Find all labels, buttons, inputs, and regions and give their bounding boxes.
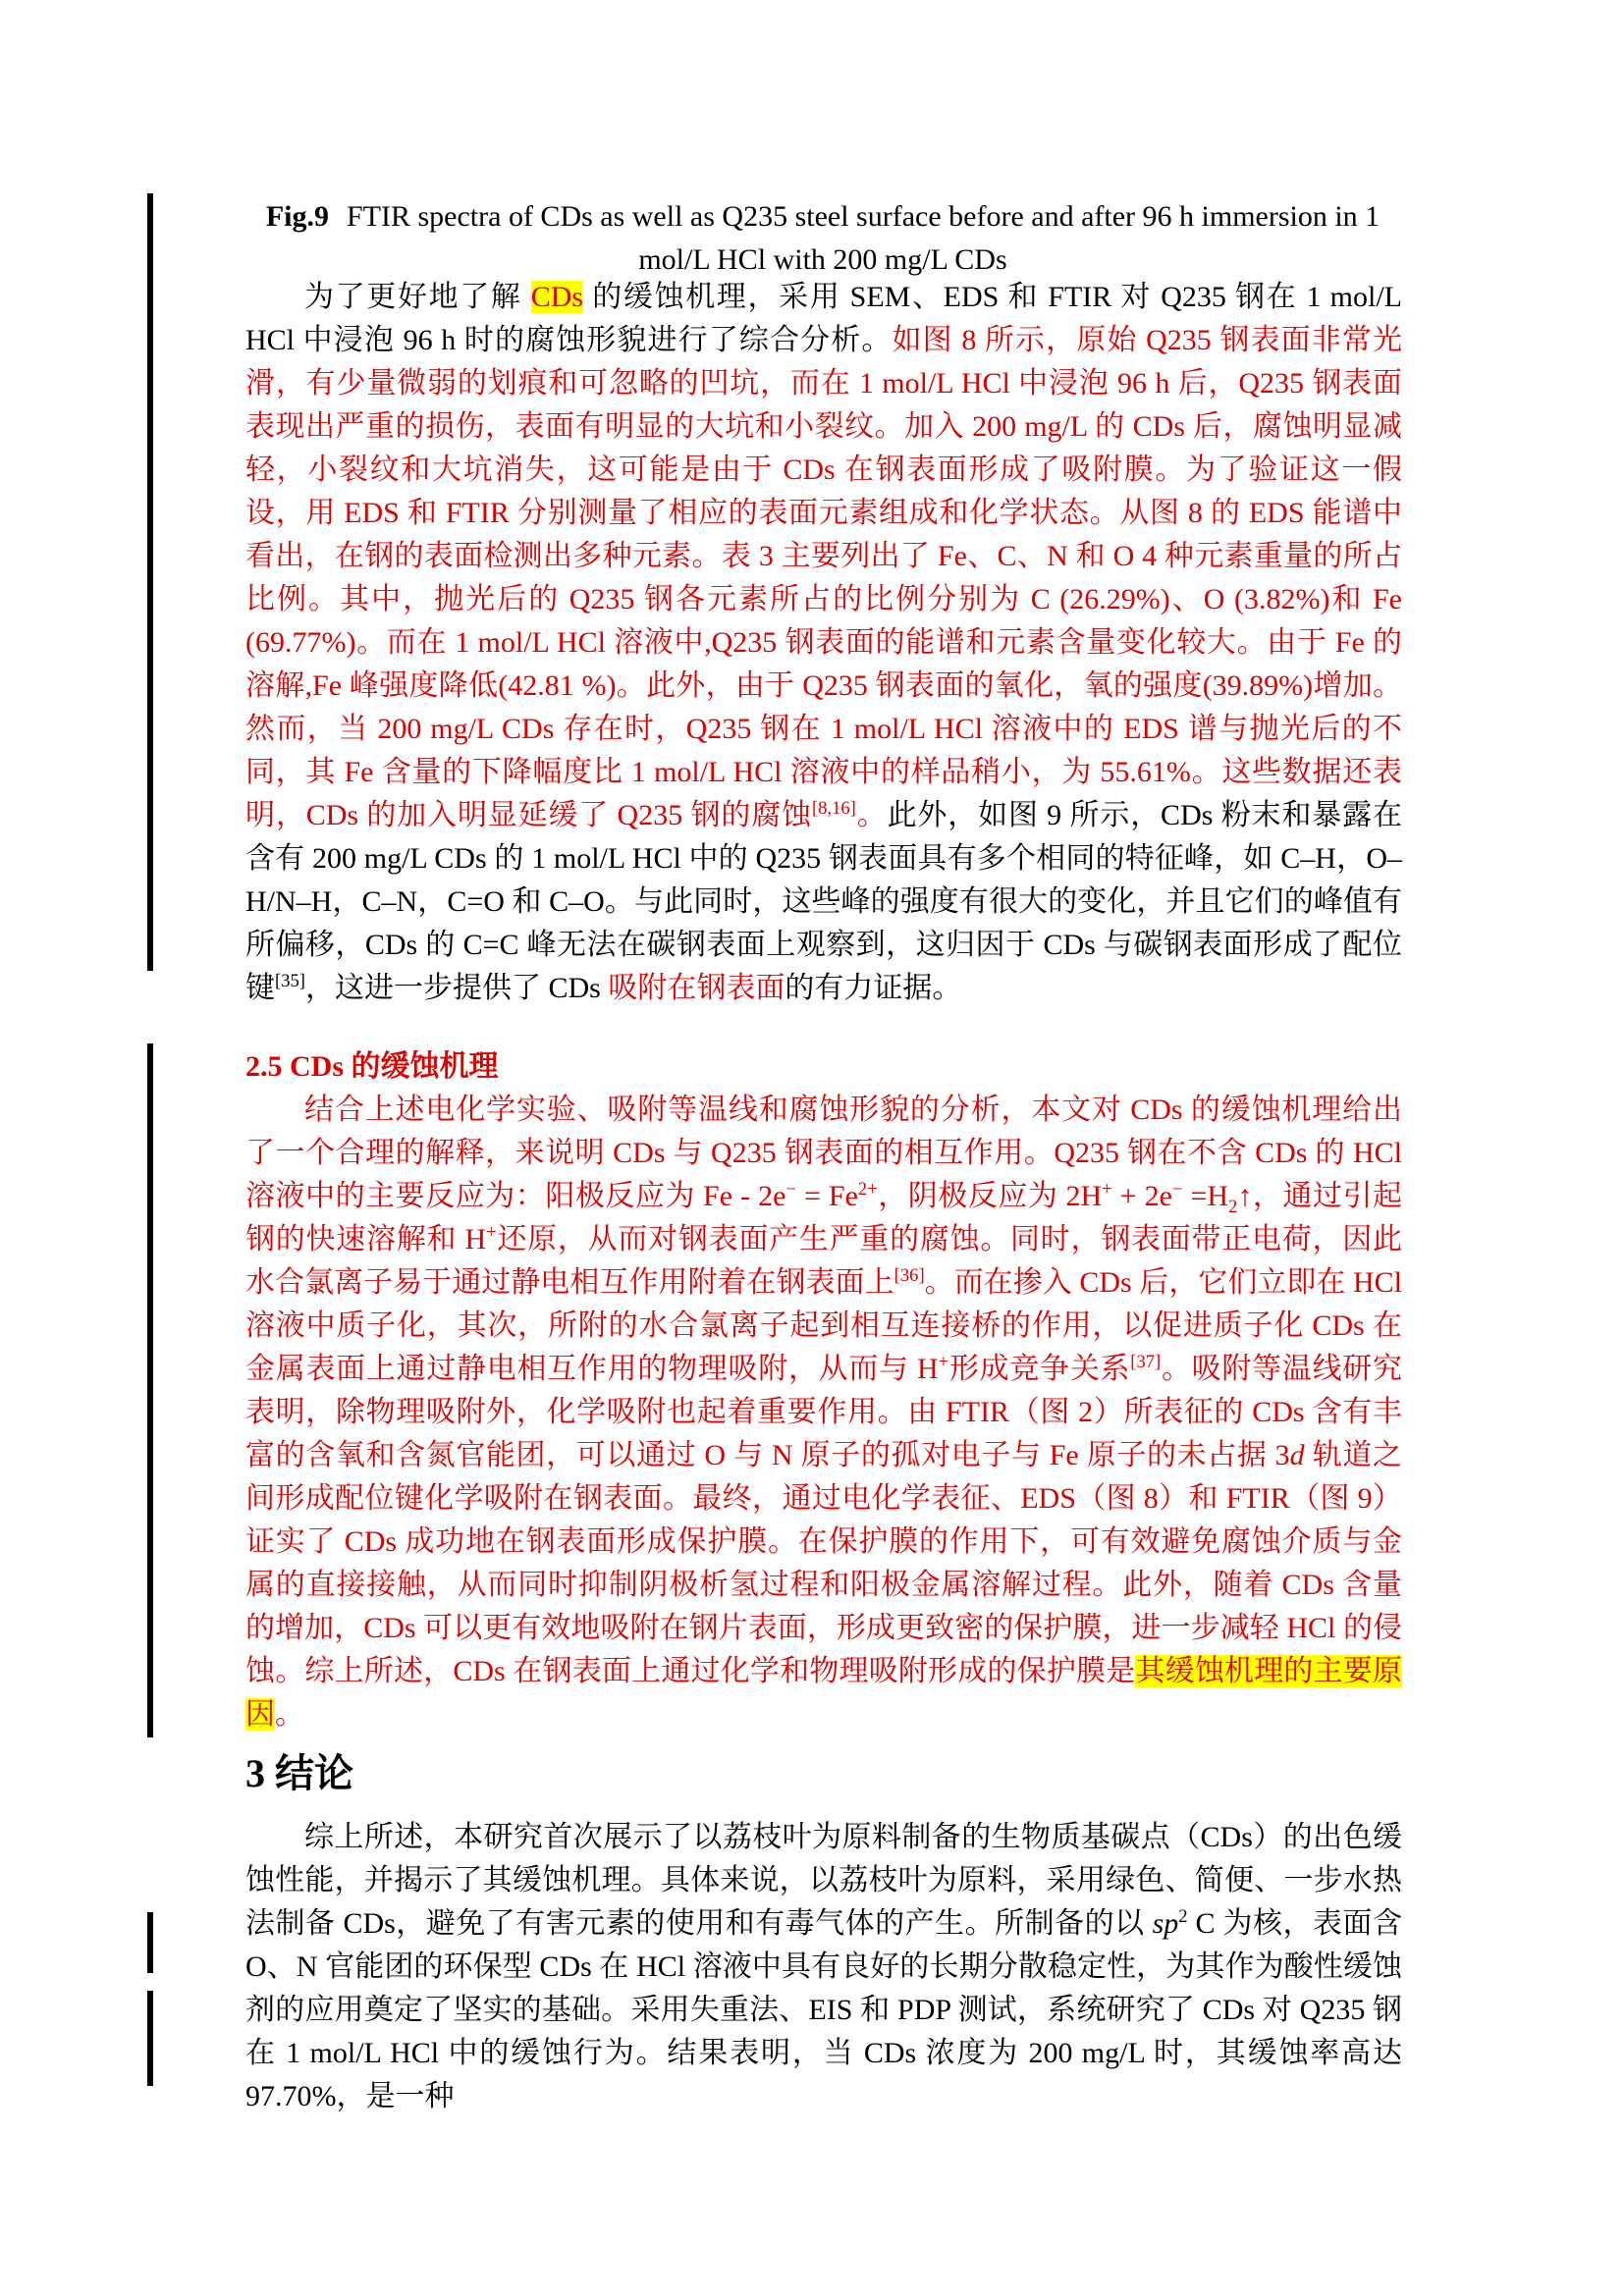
citation-superscript: [36] [893, 1265, 925, 1286]
text-run: ，阴极反应为 2H [877, 1180, 1103, 1212]
tracked-change-bar [147, 1991, 153, 2086]
tracked-insertion-run: 吸附在钢表面 [608, 972, 785, 1004]
figure-caption-text: FTIR spectra of CDs as well as Q235 steel surface before and after 96 h immersion in 1 [346, 200, 1380, 233]
sp2-italic: sp [1152, 1907, 1179, 1940]
text-run: ↑，通过引起钢的快速溶解和 H [245, 1180, 1403, 1255]
text-run: 。 [275, 1698, 304, 1731]
figure-caption-label: Fig.9 [265, 200, 329, 233]
ion-charge-superscript: + [938, 1352, 949, 1372]
text-run: 为了更好地了解 [304, 281, 531, 313]
sp2-superscript: 2 [1178, 1906, 1188, 1927]
text-run: 结合上述电化学实验、吸附等温线和腐蚀形貌的分析，本文对 CDs 的缓蚀机理给出了一个合理的解释，来说明 CDs 与 Q235 钢表面的相互作用。Q235 钢在不含 CDs 的 HCl 溶液中的主要反应为：阳极反应为 Fe - 2e [245, 1094, 1402, 1212]
text-run: 此外，如图 9 所示，CDs 粉末和暴露在含有 200 mg/L CDs 的 1 mol/L HCl 中的 Q235 钢表面具有多个相同的特征峰，如 C–H，O–H/N–H，C–N，C=O 和 C–O。与此同时，这些峰的强度有很大的变化，并且它们的峰值有所偏移，CDs 的 C=C 峰无法在碳钢表面上观察到，这归因于 CDs 与碳钢表面形成了配位键 [245, 799, 1402, 1004]
electron-charge-superscript: − [785, 1179, 796, 1200]
ion-charge-superscript: 2+ [857, 1179, 878, 1200]
figure-caption [234, 195, 1412, 282]
ion-charge-superscript: + [486, 1222, 497, 1243]
tracked-change-bar [147, 1912, 153, 1973]
tracked-change-bar [147, 1043, 153, 1737]
tracked-insertion-run: 。 [855, 799, 888, 831]
figure-caption-line2: mol/L HCl with 200 mg/L CDs [638, 243, 1007, 276]
h2-subscript: 2 [1228, 1197, 1238, 1217]
text-run: 的有力证据。 [785, 972, 962, 1004]
paragraph-corrosion-morphology-analysis [245, 276, 1402, 1010]
citation-superscript: [8,16] [811, 798, 856, 819]
text-run: 综上所述，本研究首次展示了以荔枝叶为原料制备的生物质基碳点（CDs）的出色缓蚀性能，并揭示了其缓蚀机理。具体来说，以荔枝叶为原料，采用绿色、简便、一步水热法制备 CDs，避免了有害元素的使用和有毒气体的产生。所制备的以 [245, 1821, 1402, 1940]
paragraph-inhibition-mechanism [245, 1089, 1402, 1736]
text-run: = Fe [795, 1180, 858, 1212]
ion-charge-superscript: + [1102, 1179, 1112, 1200]
text-run: 还原，从而对钢表面产生严重的腐蚀。同时，钢表面带正电荷，因此水合氯离子易于通过静电相互作用附着在钢表面上 [245, 1223, 1403, 1299]
figure-caption-line1 [234, 195, 1412, 239]
tracked-insertion-run: 如图 8 所示，原始 Q235 钢表面非常光滑，有少量微弱的划痕和可忽略的凹坑，而在 1 mol/L HCl 中浸泡 96 h 后，Q235 钢表面表现出严重的损伤，表面有明显的大坑和小裂纹。加入 200 mg/L 的 CDs 后，腐蚀明显减轻，小裂纹和大坑消失，这可能是由于 CDs 在钢表面形成了吸附膜。为了验证这一假设，用 EDS 和 FTIR 分别测量了相应的表面元素组成和化学状态。从图 8 的 EDS 能谱中看出，在钢的表面检测出多种元素。表 3 主要列出了 Fe、C、N 和 O 4 种元素重量的所占比例。其中，抛光后的 Q235 钢各元素所占的比例分别为 C (26.29%)、O (3.82%)和 Fe (69.77%)。而在 1 mol/L HCl 溶液中,Q235 钢表面的能谱和元素含量变化较大。由于 Fe 的溶解,Fe 峰强度降低(42.81 %)。此外，由于 Q235 钢表面的氧化，氧的强度(39.89%)增加。然而，当 200 mg/L CDs 存在时，Q235 钢在 1 mol/L HCl 溶液中的 EDS 谱与抛光后的不同，其 Fe 含量的下降幅度比 1 mol/L HCl 溶液中的样品稍小，为 55.61%。这些数据还表明，CDs 的加入明显延缓了 Q235 钢的腐蚀 [245, 324, 1402, 831]
text-run: ，这进一步提供了 CDs [304, 972, 609, 1004]
highlighted-conclusion-phrase: 其缓蚀机理的主要原因 [245, 1655, 1402, 1731]
text-run: C 为核，表面含 O、N 官能团的环保型 CDs 在 HCl 溶液中具有良好的长期分散稳定性，为其作为酸性缓蚀剂的应用奠定了坚实的基础。采用失重法、EIS 和 PDP 测试，系统研究了 CDs 对 Q235 钢在 1 mol/L HCl 中的缓蚀行为。结果表明，当 CDs 浓度为 200 mg/L 时，其缓蚀率高达 97.70%，是一种 [245, 1907, 1402, 2112]
orbital-d-italic: d [1289, 1439, 1305, 1471]
citation-superscript: [37] [1130, 1352, 1162, 1372]
tracked-change-bar [147, 193, 153, 971]
section-3-heading: 3 结论 [245, 1751, 353, 1795]
citation-superscript: [35] [275, 971, 305, 991]
paragraph-conclusion [245, 1816, 1402, 2118]
text-run: 。而在掺入 CDs 后，它们立即在 HCl 溶液中质子化，其次，所附的水合氯离子起到相互连接桥的作用，以促进质子化 CDs 在金属表面上通过静电相互作用的物理吸附，从而与 H [245, 1266, 1403, 1385]
highlighted-term-cds: CDs [530, 281, 584, 313]
text-run: 。吸附等温线研究表明，除物理吸附外，化学吸附也起着重要作用。由 FTIR（图 2）所表征的 CDs 含有丰富的含氧和含氮官能团，可以通过 O 与 N 原子的孤对电子与 Fe 原子的未占据 3 [245, 1353, 1403, 1471]
text-run: 轨道之间形成配位键化学吸附在钢表面。最终，通过电化学表征、EDS（图 8）和 FTIR（图 9）证实了 CDs 成功地在钢表面形成保护膜。在保护膜的作用下，可有效避免腐蚀介质与金属的直接接触，从而同时抑制阴极析氢过程和阳极金属溶解过程。此外，随着 CDs 含量的增加，CDs 可以更有效地吸附在钢片表面，形成更致密的保护膜，进一步减轻 HCl 的侵蚀。综上所述，CDs 在钢表面上通过化学和物理吸附形成的保护膜是 [245, 1439, 1402, 1687]
electron-charge-superscript: − [1171, 1179, 1183, 1200]
text-run: =H [1182, 1180, 1229, 1212]
text-run: 形成竞争关系 [948, 1353, 1131, 1385]
section-2-5-heading: 2.5 CDs 的缓蚀机理 [245, 1050, 499, 1083]
text-run: + 2e [1111, 1180, 1172, 1212]
text-run: 的缓蚀机理，采用 SEM、EDS 和 FTIR 对 Q235 钢在 1 mol/L HCl 中浸泡 96 h 时的腐蚀形貌进行了综合分析。 [245, 281, 1402, 356]
